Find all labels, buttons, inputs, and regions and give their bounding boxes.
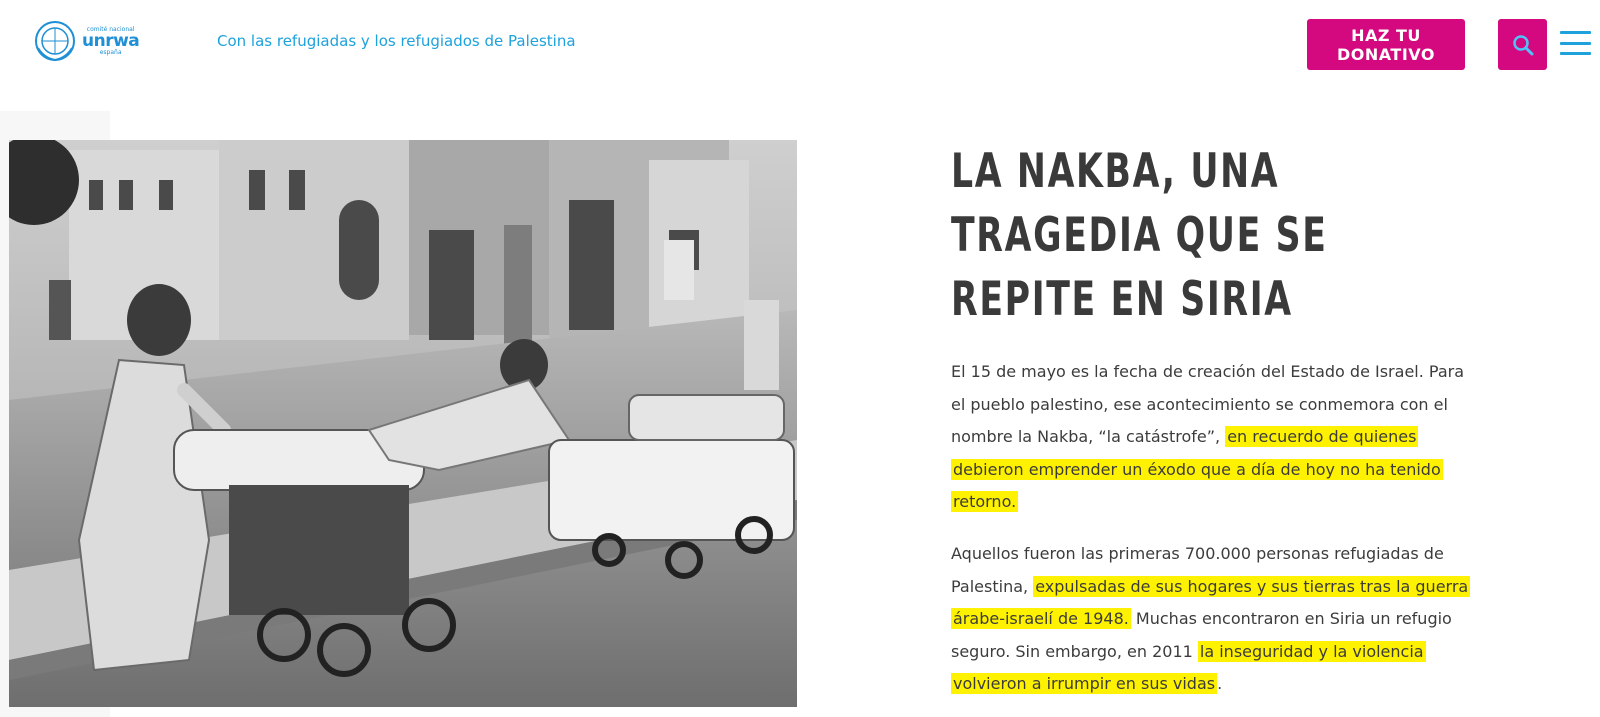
highlighted-text: en recuerdo de quienes debieron emprender un éxodo que a día de hoy no ha tenido retorno. xyxy=(953,427,1441,511)
paragraph-text: . xyxy=(1217,674,1223,693)
un-emblem-icon xyxy=(34,20,76,62)
unrwa-logo[interactable] xyxy=(34,20,140,62)
menu-bar xyxy=(1560,42,1591,45)
donate-button[interactable]: HAZ TU DONATIVO xyxy=(1307,19,1465,70)
logo-brand: unrwa xyxy=(82,30,140,51)
highlighted-text: la inseguridad y la violencia volvieron a irrumpir en sus vidas xyxy=(953,641,1424,693)
menu-bar xyxy=(1560,52,1591,55)
search-button[interactable] xyxy=(1498,19,1547,70)
article-headline: LA NAKBA, UNA TRAGEDIA QUE SE REPITE EN SIRIA xyxy=(951,144,1328,327)
search-icon xyxy=(1511,33,1535,57)
paragraph-text: El 15 de mayo es la fecha de creación del Estado de Israel. Para el pueblo palestino, ese acontecimiento se conmemora con el nombre la Nakba, “la catástrofe”, xyxy=(951,362,1465,446)
article-paragraph-1 xyxy=(951,356,1481,519)
site-tagline: Con las refugiadas y los refugiados de Palestina xyxy=(217,32,576,50)
paragraph-text: Aquellos fueron las primeras 700.000 personas refugiadas de Palestina, xyxy=(951,544,1444,596)
hamburger-menu-icon[interactable] xyxy=(1560,31,1591,55)
menu-bar xyxy=(1560,31,1591,34)
paragraph-text: Muchas encontraron en Siria un refugio seguro. Sin embargo, en 2011 xyxy=(951,609,1452,661)
logo-country: españa xyxy=(99,48,122,56)
highlighted-text: expulsadas de sus hogares y sus tierras tras la guerra árabe-israelí de 1948. xyxy=(953,576,1469,628)
logo-small-text: comité nacional xyxy=(86,25,135,33)
article-paragraph-2 xyxy=(951,538,1481,701)
historic-photo xyxy=(9,140,797,707)
